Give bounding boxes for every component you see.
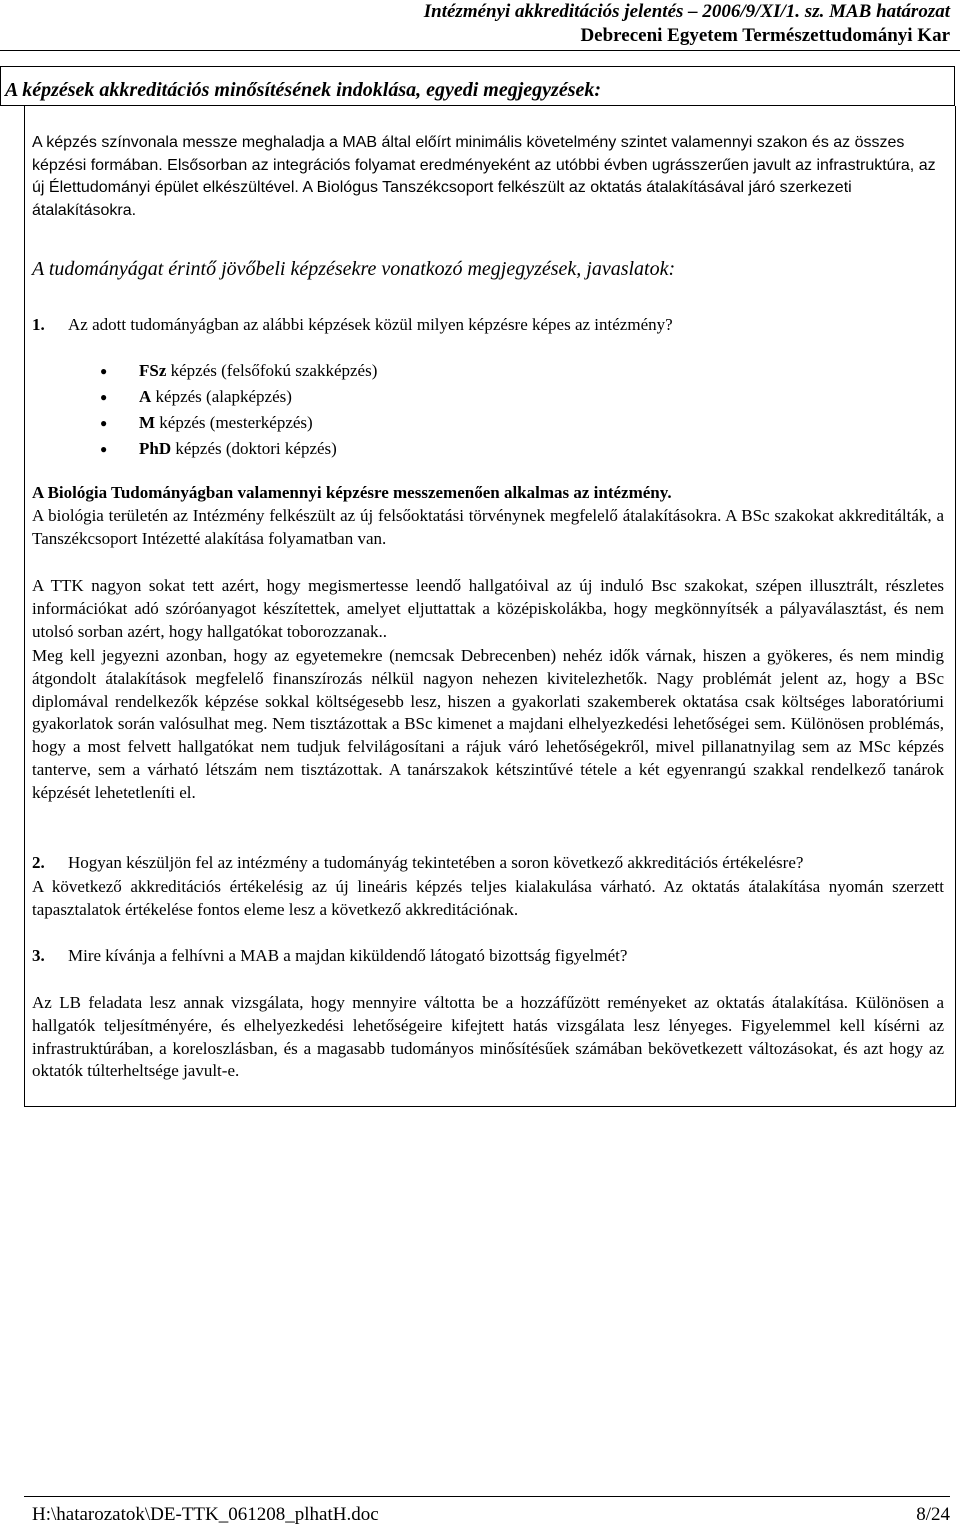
training-list	[100, 360, 377, 464]
question-3-number: 3.	[32, 946, 45, 965]
header-institution: Debreceni Egyetem Természettudományi Kar	[580, 25, 950, 46]
header-title: Intézményi akkreditációs jelentés – 2006/9/XI/1. sz. MAB határozat	[423, 1, 950, 22]
question-3	[32, 946, 627, 966]
footer-page-number: 8/24	[916, 1504, 950, 1525]
list-item: ● M képzés (mesterképzés)	[100, 412, 377, 438]
question-1-answer	[32, 482, 944, 550]
question-1-number: 1.	[32, 315, 45, 334]
question-1-answer-bold: A Biológia Tudományágban valamennyi képzésre messzemenően alkalmas az intézmény.	[32, 483, 672, 502]
question-3-answer: Az LB feladata lesz annak vizsgálata, hogy mennyire váltotta be a hozzáfűzött reményeket az oktatás átalakítása. Különösen a hallgatók teljesítményére, és elhelyezkedési lehetőségeire kifejtett hatás vizsgálata lesz lényeges. Figyelemmel kell kísérni az infrastruktúrában, a koreloszlásban, és a magasabb tudományos minősítésűek számában bekövetkezett változásokat, és azt hogy az oktatók túlterheltsége javult-e.	[32, 993, 944, 1081]
paragraph-ttk: A TTK nagyon sokat tett azért, hogy megismertesse leendő hallgatóival az új induló Bsc szakokat, szépen illusztrált, részletes információkat adó szóróanyagot készítettek, amelyet eljuttattak a középiskolákba, hogy megkönnyítsék a pályaválasztást, és nem utolsó sorban azért, hogy hallgatókat toborozzanak..	[32, 576, 944, 641]
question-2	[32, 853, 803, 873]
list-item: ● FSz képzés (felsőfokú szakképzés)	[100, 360, 377, 386]
section1-text: A képzés színvonala messze meghaladja a MAB által előírt minimális követelmény szintet valamennyi szakon és az összes képzési formában. Elsősorban az integrációs folyamat eredményeként az utóbbi évben ugrásszerűen javult az infrastruktúra, az új Élettudományi épület elkészültével. A Biológus Tanszékcsoport felkészült az oktatás átalakításával járó szerkezeti átalakításokra.	[32, 134, 936, 219]
question-2-text: Hogyan készüljön fel az intézmény a tudományág tekintetében a soron következő akkreditációs értékelésre?	[68, 853, 804, 872]
question-2-answer: A következő akkreditációs értékelésig az új lineáris képzés teljes kialakulása várható. Az oktatás átalakítása nyomán szerzett tapasztalatok értékelése fontos eleme lesz a következő akkreditációnak.	[32, 877, 944, 919]
section1-title: A képzések akkreditációs minősítésének indoklása, egyedi megjegyzések:	[5, 79, 602, 101]
question-3-text: Mire kívánja a felhívni a MAB a majdan kiküldendő látogató bizottság figyelmét?	[68, 946, 628, 965]
footer-rule	[24, 1496, 950, 1497]
section2-title: A tudományágat érintő jövőbeli képzésekre vonatkozó megjegyzések, javaslatok:	[32, 258, 676, 280]
question-2-number: 2.	[32, 853, 45, 872]
question-1-answer-text: A biológia területén az Intézmény felkészült az új felsőoktatási törvénynek megfelelő átalakításokra. A BSc szakokat akkreditálták, a Tanszékcsoport Intézetté alakítása folyamatban van.	[32, 505, 944, 548]
footer-file-path: H:\hatarozatok\DE-TTK_061208_plhatH.doc	[32, 1504, 379, 1525]
question-1-text: Az adott tudományágban az alábbi képzések közül milyen képzésre képes az intézmény?	[68, 315, 673, 334]
list-item: ● PhD képzés (doktori képzés)	[100, 438, 377, 464]
question-1	[32, 315, 673, 335]
header-rule	[0, 50, 960, 51]
list-item: ● A képzés (alapképzés)	[100, 386, 377, 412]
paragraph-concerns: Meg kell jegyezni azonban, hogy az egyetemekre (nemcsak Debrecenben) nehéz idők várnak, hiszen a gyökeres, és nem mindig átgondolt átalakítások megfelelő finanszírozás nélkül nagyon nehezen kivitelezhetők. Nagy problémát jelent az, hogy a BSc diplomával rendelkezők képzése sokkal költségesebb lesz, hiszen a gyakorlati szakemberek oktatása csak költséges laboratóriumi gyakorlatok során valósulhat meg. Nem tisztázottak a BSc kimenet a majdani elhelyezkedési lehetőségei sem. Különösen problémás, hogy a most felvett hallgatókat nem tudjuk felvilágosítani a rájuk váró lehetőségekről, mivel pillanatnyilag sem az MSc képzés tanterve, sem a várható létszám nem tisztázottak. A tanárszakok kétszintűvé tétele a két egyenrangú szakkal rendelkező tanárok képzését lehetetleníti el.	[32, 646, 944, 802]
